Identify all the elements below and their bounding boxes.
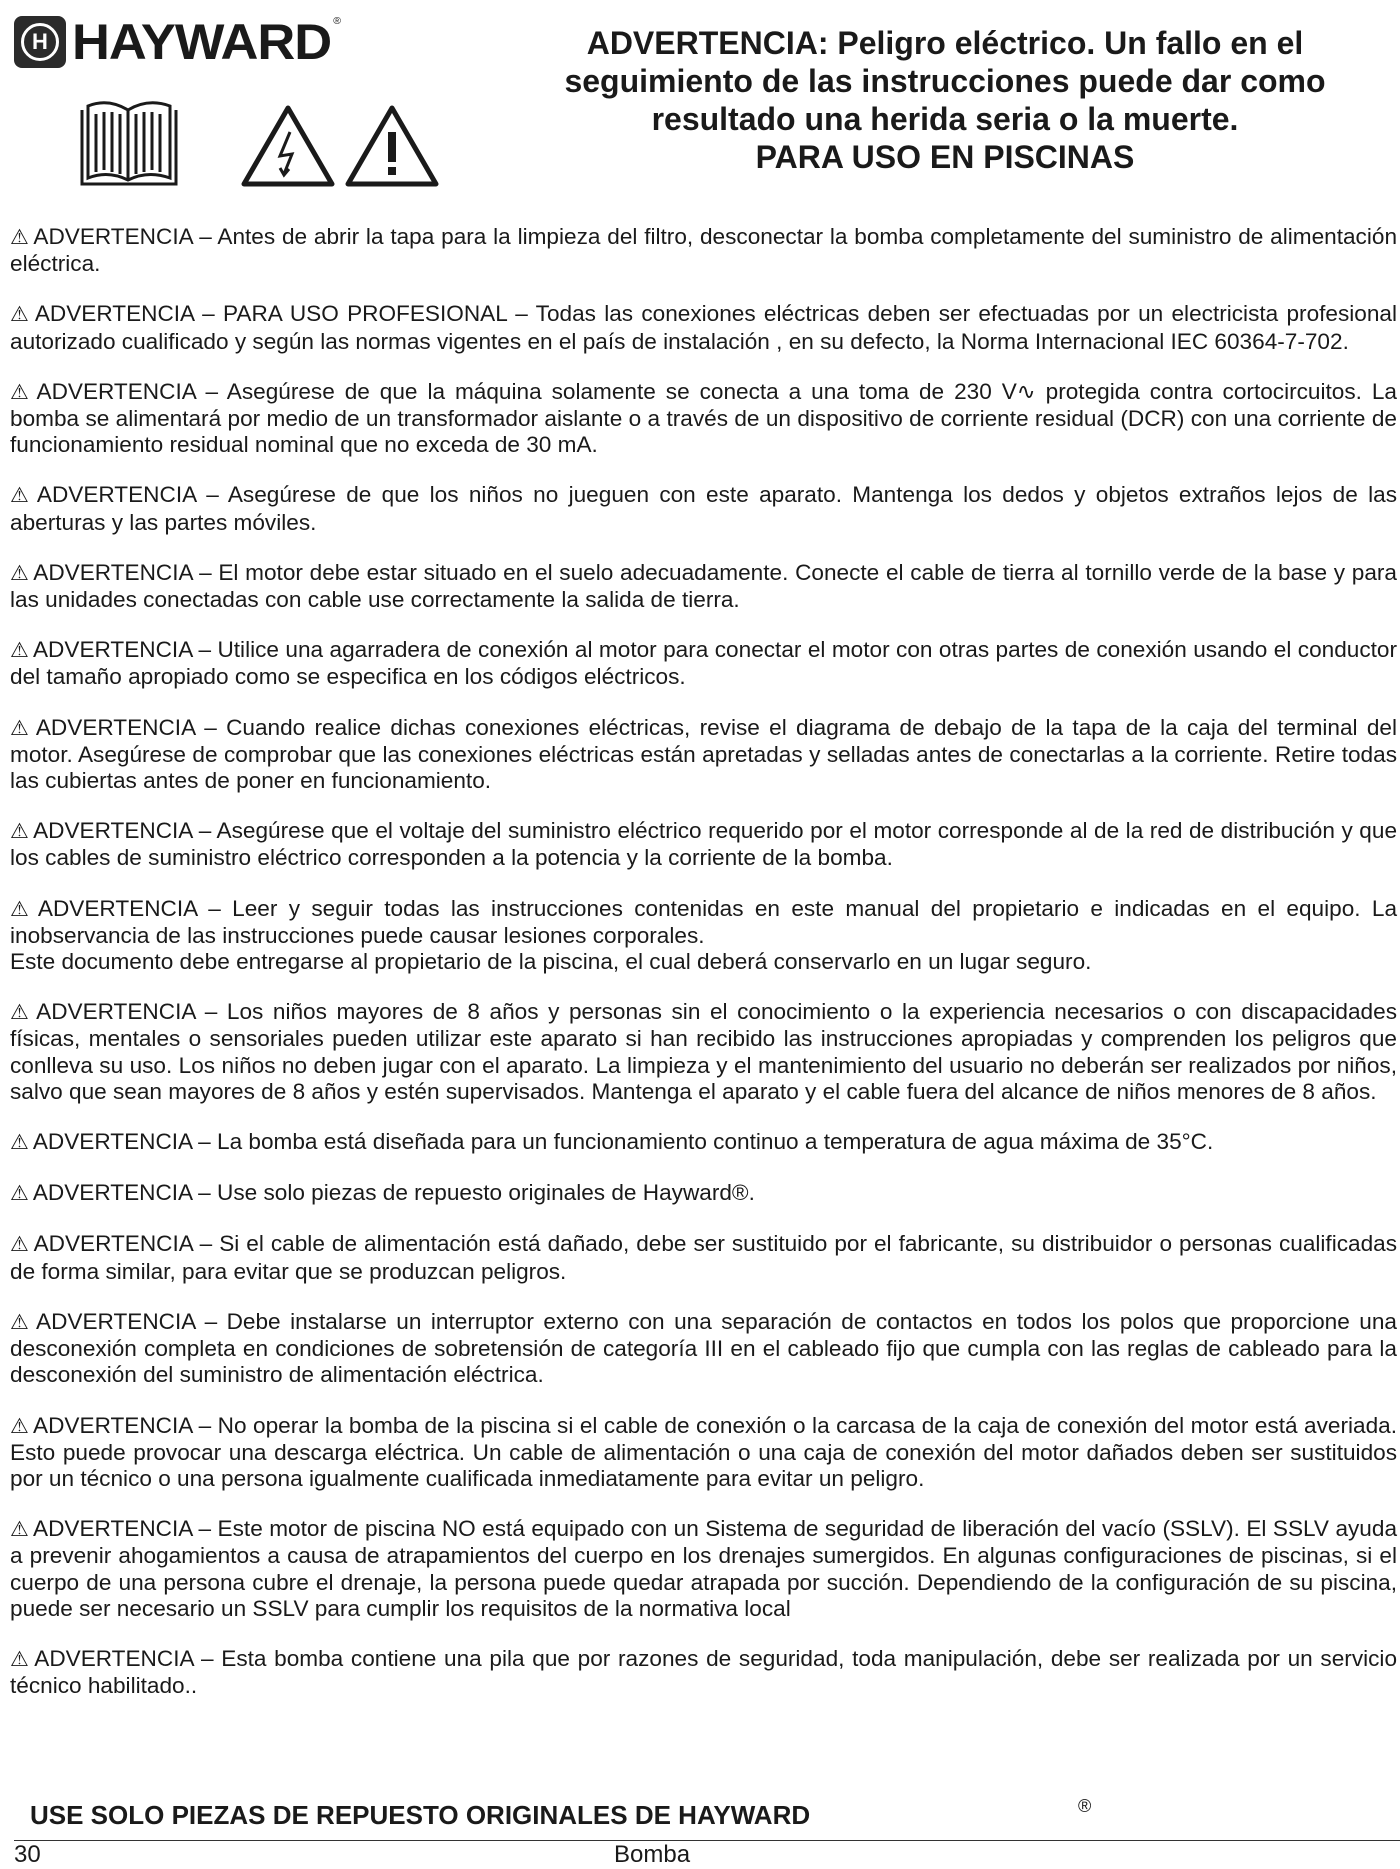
warning-item [10,1516,1397,1622]
warning-text: – Cuando realice dichas conexiones eléctricas, revise el diagrama de debajo de la tapa de la caja del terminal del motor. Asegúrese de comprobar que las conexiones eléctricas están apretadas y selladas antes de conectarlas a la corriente. Retire todas las cubiertas antes de poner en funcionamiento. [10,714,1398,794]
warning-icon: ⚠ [10,303,31,327]
warning-item [10,560,1397,613]
warning-icon: ⚠ [10,1518,30,1542]
warning-item [10,1309,1397,1389]
warning-text: – No operar la bomba de la piscina si el cable de conexión o la carcasa de la caja de conexión del motor está averiada. Esto puede provocar una descarga eléctrica. Un cable de alimentación o una caja de conexión del motor dañados deben ser sustituidos por un técnico o una persona igualmente cualificada inmediatamente para evitar un peligro. [10,1412,1397,1491]
warning-label: ADVERTENCIA [34,1645,194,1671]
warning-icon: ⚠ [10,1233,30,1257]
warning-label: ADVERTENCIA [34,301,194,327]
header-warning-line-3: resultado una herida seria o la muerte. [651,101,1239,137]
warning-text: – Use solo piezas de repuesto originales de Hayward®. [198,1180,755,1206]
safety-icons [78,100,440,188]
electric-hazard-icon [240,104,336,188]
warning-item [10,818,1397,871]
warning-icon: ⚠ [10,1414,30,1438]
warning-item [10,1413,1397,1493]
warning-text: – Debe instalarse un interruptor externo con una separación de contactos en todos los polos que proporcione una desconexión completa en condiciones de sobretensión de categoría III en el cableado fijo que cumpla con las reglas de cableado para la desconexión del suministro de alimentación eléctrica. [10,1308,1397,1388]
brand-registered-mark: ® [333,16,340,27]
warning-text: – El motor debe estar situado en el suelo adecuadamente. Conecte el cable de tierra al tornillo verde de la base y para las unidades conectadas con cable use correctamente la salida de tierra. [10,559,1398,613]
warning-label: ADVERTENCIA [36,378,196,404]
warning-label: ADVERTENCIA [37,895,197,921]
warning-text: – Este motor de piscina NO está equipado con un Sistema de seguridad de liberación del vacío (SSLV). El SSLV ayuda a prevenir ahogamientos a causa de atrapamientos del cuerpo en los drenajes sumergidos. En algunas configuraciones de piscinas, si el cuerpo de una persona cubre el drenaje, la persona puede quedar atrapada por succión. Dependiendo de la configuración de su piscina, puede ser necesario un SSLV para cumplir los requisitos de la normativa local [10,1516,1398,1621]
header-use-line: PARA USO EN PISCINAS [755,139,1135,175]
warning-label: ADVERTENCIA [35,714,195,740]
warning-text: – Los niños mayores de 8 años y personas sin el conocimiento o la experiencia necesarios o con discapacidades físicas, mentales o sensoriales pueden utilizar este aparato si han recibido las instrucciones apropiadas y comprenden los peligros que conlleva su uso. Los niños no deben jugar con el aparato. La limpieza y el mantenimiento del usuario no deberán ser realizados por niños, salvo que sean mayores de 8 años y estén supervisados. Mantenga el aparato y el cable fuera del alcance de niños menores de 8 años. [10,999,1397,1104]
warning-item [10,301,1397,354]
warning-text: – La bomba está diseñada para un funcionamiento continuo a temperatura de agua máxima de 35°C. [198,1129,1214,1155]
header-warning [510,24,1380,176]
brand-name: HAYWARD [72,14,332,70]
warning-icon: ⚠ [10,820,30,844]
warning-item [10,637,1397,690]
warning-icon: ⚠ [10,226,30,249]
warning-icon: ⚠ [10,1001,33,1025]
warning-item [10,896,1397,976]
warning-icon: ⚠ [10,897,34,921]
warning-label: ADVERTENCIA [32,1180,192,1206]
warning-label: ADVERTENCIA [36,999,196,1025]
warning-item [10,715,1397,795]
warning-text: – Asegúrese de que los niños no jueguen con este aparato. Mantenga los dedos y objetos extraños lejos de las aberturas y las partes móviles. [10,482,1398,535]
warning-label: ADVERTENCIA [36,482,196,508]
footer-divider [14,1840,1400,1841]
warning-icon: ⚠ [10,484,33,508]
warning-label: ADVERTENCIA [33,1231,193,1257]
page-number: 30 [14,1841,41,1868]
warning-label: ADVERTENCIA [33,224,193,249]
warning-icon: ⚠ [10,561,30,585]
logo-wordmark [72,14,340,70]
warning-icon: ⚠ [10,639,29,663]
warning-text: – Leer y seguir todas las instrucciones contenidas en este manual del propietario e indicadas en el equipo. La inobservancia de las instrucciones puede causar lesiones corporales. [10,895,1398,948]
warning-item [10,1646,1397,1699]
warning-label: ADVERTENCIA [32,1129,192,1155]
warning-text: – PARA USO PROFESIONAL – Todas las conexiones eléctricas deben ser efectuadas por un electricista profesional autorizado cualificado y según las normas vigentes en el país de instalación , en su defecto, la Norma Internacional IEC 60364-7-702. [10,301,1398,354]
warning-text: – Esta bomba contiene una pila que por razones de seguridad, toda manipulación, debe ser realizada por un servicio técnico habilitado.. [10,1645,1398,1699]
warning-extra-text: Este documento debe entregarse al propietario de la piscina, el cual deberá conservarlo en un lugar seguro. [10,949,1092,975]
warning-icon: ⚠ [10,1131,29,1155]
warning-item [10,379,1397,459]
warnings-list [10,224,1397,1723]
warning-item [10,1231,1397,1284]
footer-title: USE SOLO PIEZAS DE REPUESTO ORIGINALES DE HAYWARD [30,1800,811,1830]
warning-label: ADVERTENCIA [33,1412,193,1438]
caution-icon [344,104,440,188]
logo-badge-letter: H [21,23,59,61]
warning-text: – Asegúrese que el voltaje del suministro eléctrico requerido por el motor corresponde al de la red de distribución y que los cables de suministro eléctrico corresponden a la potencia y la corriente de la bomba. [10,818,1398,871]
footer-registered-mark: ® [1078,1796,1092,1816]
warning-item [10,482,1397,535]
warning-icon: ⚠ [10,380,33,404]
book-icon [78,100,180,188]
hayward-logo [14,14,340,70]
warning-icon: ⚠ [10,1647,31,1671]
header-warning-line-2: seguimiento de las instrucciones puede dar como [564,63,1326,99]
warning-item [10,224,1397,277]
warning-label: ADVERTENCIA [33,1516,193,1542]
warning-text: – Antes de abrir la tapa para la limpieza del filtro, desconectar la bomba completamente del suministro de alimentación eléctrica. [10,224,1398,277]
warning-item [10,1180,1397,1207]
header-warning-line-1: ADVERTENCIA: Peligro eléctrico. Un fallo en el [586,25,1304,61]
warning-text: – Si el cable de alimentación está dañado, debe ser sustituido por el fabricante, su distribuidor o personas cualificadas de forma similar, para evitar que se produzcan peligros. [10,1231,1398,1284]
warning-icon: ⚠ [10,716,32,740]
warning-icon: ⚠ [10,1310,33,1334]
logo-badge [14,16,66,68]
warning-item [10,1129,1397,1156]
warning-text: – Utilice una agarradera de conexión al motor para conectar el motor con otras partes de conexión usando el conductor del tamaño apropiado como se especifica en los códigos eléctricos. [10,637,1397,690]
page-section-name: Bomba [614,1841,691,1868]
warning-label: ADVERTENCIA [36,1308,196,1334]
warning-icon: ⚠ [10,1182,29,1206]
warning-label: ADVERTENCIA [32,637,193,663]
warning-label: ADVERTENCIA [33,559,193,585]
warning-item [10,999,1397,1105]
warning-text: – Asegúrese de que la máquina solamente se conecta a una toma de 230 V∿ protegida contra cortocircuitos. La bomba se alimentará por medio de un transformador aislante o a través de un dispositivo de corriente residual (DCR) con una corriente de funcionamiento residual nominal que no exceda de 30 mA. [10,378,1397,458]
warning-label: ADVERTENCIA [33,818,193,844]
